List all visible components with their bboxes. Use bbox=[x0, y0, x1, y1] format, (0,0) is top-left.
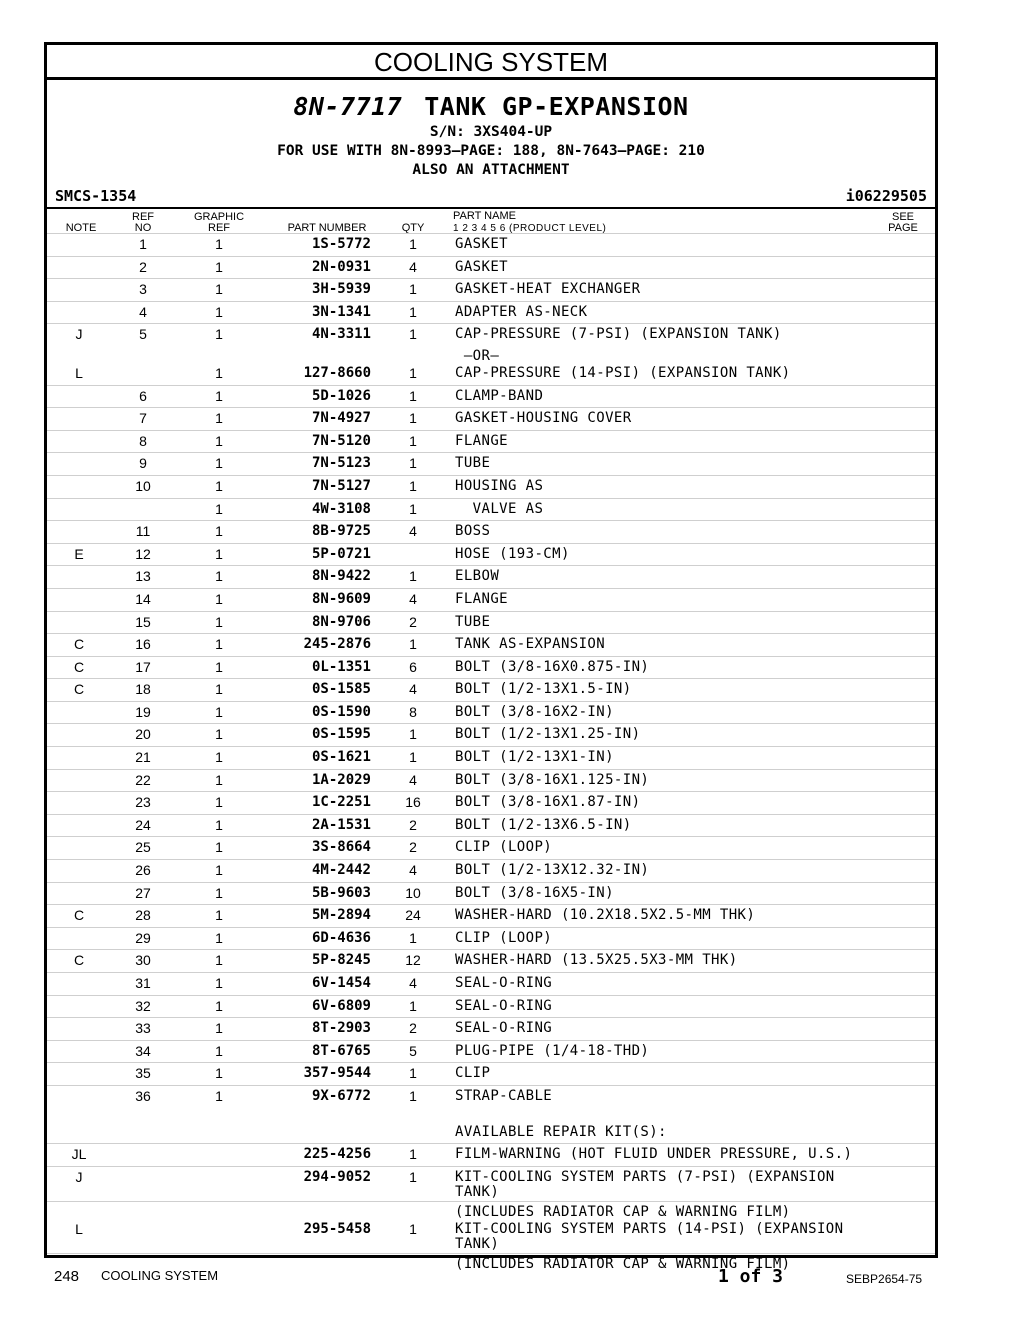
row-ref-no: 27 bbox=[135, 884, 151, 901]
row-graphic-ref: 1 bbox=[215, 258, 223, 275]
col-note: NOTE bbox=[65, 222, 97, 234]
row-graphic-ref: 1 bbox=[215, 455, 223, 472]
table-row bbox=[47, 1017, 935, 1040]
table-row bbox=[47, 588, 935, 611]
row-part-number: 295-5458 bbox=[303, 1220, 371, 1237]
row-graphic-ref: 1 bbox=[215, 636, 223, 653]
row-part-number: 225-4256 bbox=[303, 1146, 371, 1163]
col-part-number: PART NUMBER bbox=[287, 222, 367, 234]
row-qty: 4 bbox=[409, 590, 417, 607]
row-part-number: 127-8660 bbox=[303, 364, 371, 381]
row-ref-no: 24 bbox=[135, 816, 151, 833]
table-row bbox=[47, 791, 935, 814]
row-part-name: BOLT (3/8-16X5-IN) bbox=[455, 884, 614, 901]
row-part-name: KIT-COOLING SYSTEM PARTS (7-PSI) (EXPANSION TANK) bbox=[455, 1168, 835, 1200]
row-qty: 1 bbox=[409, 432, 417, 449]
row-part-number: 2N-0931 bbox=[311, 258, 371, 275]
row-part-name: GASKET-HEAT EXCHANGER bbox=[455, 281, 641, 298]
row-qty: 4 bbox=[409, 771, 417, 788]
row-part-name: —OR— bbox=[455, 347, 500, 364]
row-part-number: 5D-1026 bbox=[311, 387, 371, 404]
table-row bbox=[47, 723, 935, 746]
row-graphic-ref: 1 bbox=[215, 749, 223, 766]
table-row bbox=[47, 656, 935, 679]
row-qty: 1 bbox=[409, 749, 417, 766]
row-part-name: BOLT (1/2-13X1-IN) bbox=[455, 749, 614, 766]
row-part-name: BOLT (3/8-16X1.87-IN) bbox=[455, 794, 641, 811]
row-part-number: 0S-1621 bbox=[311, 749, 371, 766]
row-qty: 1 bbox=[409, 500, 417, 517]
row-part-name: CLIP (LOOP) bbox=[455, 929, 553, 946]
table-row bbox=[47, 346, 935, 363]
row-part-name: CLIP (LOOP) bbox=[455, 839, 553, 856]
col-see-page bbox=[883, 212, 923, 234]
row-qty: 4 bbox=[409, 862, 417, 879]
table-row bbox=[47, 407, 935, 430]
col-see-label-1: SEE bbox=[891, 211, 914, 223]
title-block bbox=[47, 80, 935, 178]
row-note: J bbox=[75, 326, 83, 343]
row-part-name: GASKET bbox=[455, 236, 508, 252]
row-part-name: CAP-PRESSURE (7-PSI) (EXPANSION TANK) bbox=[455, 326, 782, 343]
row-qty: 4 bbox=[409, 523, 417, 540]
row-part-number: 7N-5127 bbox=[311, 477, 371, 494]
row-part-number: 0S-1585 bbox=[311, 681, 371, 698]
table-row bbox=[47, 430, 935, 453]
row-part-number: 3S-8664 bbox=[311, 839, 371, 856]
row-graphic-ref: 1 bbox=[215, 236, 223, 252]
header-divider bbox=[47, 207, 935, 209]
serial-range: S/N: 3XS404-UP bbox=[429, 124, 553, 140]
table-row bbox=[47, 927, 935, 950]
row-qty: 6 bbox=[409, 658, 417, 675]
row-ref-no: 12 bbox=[135, 545, 151, 562]
row-part-name: HOUSING AS bbox=[455, 477, 544, 494]
row-part-number: 8N-9706 bbox=[311, 613, 371, 630]
row-ref-no: 5 bbox=[139, 326, 147, 343]
row-ref-no: 20 bbox=[135, 726, 151, 743]
attachment-note: ALSO AN ATTACHMENT bbox=[412, 162, 570, 178]
row-graphic-ref: 1 bbox=[215, 975, 223, 991]
row-graphic-ref: 1 bbox=[215, 500, 223, 517]
row-qty: 4 bbox=[409, 258, 417, 275]
table-row bbox=[47, 972, 935, 995]
row-qty: 1 bbox=[409, 1220, 417, 1237]
row-graphic-ref: 1 bbox=[215, 771, 223, 788]
table-row bbox=[47, 678, 935, 701]
row-note: E bbox=[74, 545, 84, 562]
row-part-number: 8N-9609 bbox=[311, 590, 371, 607]
row-part-name: TUBE bbox=[455, 613, 491, 630]
row-part-name: BOLT (1/2-13X1.5-IN) bbox=[455, 681, 632, 698]
row-part-name: ADAPTER AS-NECK bbox=[455, 303, 588, 320]
row-qty: 1 bbox=[409, 929, 417, 946]
row-part-number: 5P-0721 bbox=[311, 545, 371, 562]
col-graphic-label-1: GRAPHIC bbox=[193, 211, 245, 223]
row-part-name: HOSE (193-CM) bbox=[455, 545, 570, 562]
row-qty: 1 bbox=[409, 410, 417, 427]
row-part-name: PLUG-PIPE (1/4-18-THD) bbox=[455, 1042, 650, 1059]
row-ref-no: 34 bbox=[135, 1042, 151, 1059]
row-qty: 1 bbox=[409, 997, 417, 1014]
row-ref-no: 28 bbox=[135, 907, 151, 924]
row-qty: 5 bbox=[409, 1042, 417, 1059]
table-row bbox=[47, 475, 935, 498]
row-ref-no: 1 bbox=[139, 236, 147, 252]
table-row bbox=[47, 1108, 935, 1122]
parts-table bbox=[47, 233, 935, 1271]
row-ref-no: 36 bbox=[135, 1087, 151, 1104]
row-graphic-ref: 1 bbox=[215, 658, 223, 675]
row-part-number: 7N-4927 bbox=[311, 410, 371, 427]
row-part-number: 6V-6809 bbox=[311, 997, 371, 1014]
row-part-name: BOSS bbox=[455, 523, 491, 540]
row-graphic-ref: 1 bbox=[215, 726, 223, 743]
row-graphic-ref: 1 bbox=[215, 816, 223, 833]
row-qty: 2 bbox=[409, 613, 417, 630]
row-part-number: 4M-2442 bbox=[311, 862, 371, 879]
row-ref-no: 15 bbox=[135, 613, 151, 630]
section-title: COOLING SYSTEM bbox=[47, 45, 935, 80]
table-row bbox=[47, 1219, 935, 1253]
table-row bbox=[47, 882, 935, 905]
row-part-name: TANK AS-EXPANSION bbox=[455, 636, 606, 653]
row-qty: 1 bbox=[409, 568, 417, 585]
row-graphic-ref: 1 bbox=[215, 1087, 223, 1104]
row-qty: 4 bbox=[409, 975, 417, 991]
row-part-name: GASKET bbox=[455, 258, 508, 275]
table-row bbox=[47, 904, 935, 927]
row-ref-no: 30 bbox=[135, 952, 151, 969]
row-part-name: (INCLUDES RADIATOR CAP & WARNING FILM) bbox=[455, 1203, 791, 1220]
table-row bbox=[47, 452, 935, 475]
table-row bbox=[47, 256, 935, 279]
row-graphic-ref: 1 bbox=[215, 590, 223, 607]
row-ref-no: 8 bbox=[139, 432, 147, 449]
row-graphic-ref: 1 bbox=[215, 681, 223, 698]
row-ref-no: 13 bbox=[135, 568, 151, 585]
row-qty: 1 bbox=[409, 477, 417, 494]
row-ref-no: 21 bbox=[135, 749, 151, 766]
row-part-name: BOLT (1/2-13X6.5-IN) bbox=[455, 816, 632, 833]
row-part-number: 2A-1531 bbox=[311, 816, 371, 833]
row-part-name: WASHER-HARD (13.5X25.5X3-MM THK) bbox=[455, 952, 738, 969]
row-part-name: FLANGE bbox=[455, 432, 508, 449]
row-part-number: 294-9052 bbox=[303, 1168, 371, 1185]
table-row bbox=[47, 769, 935, 792]
group-part-number: 8N-7717 bbox=[293, 92, 403, 121]
row-part-number: 0S-1595 bbox=[311, 726, 371, 743]
row-part-name: GASKET-HOUSING COVER bbox=[455, 410, 632, 427]
table-row bbox=[47, 995, 935, 1018]
row-graphic-ref: 1 bbox=[215, 432, 223, 449]
row-ref-no: 19 bbox=[135, 703, 151, 720]
row-ref-no: 31 bbox=[135, 975, 151, 991]
table-row bbox=[47, 1143, 935, 1166]
row-ref-no: 25 bbox=[135, 839, 151, 856]
row-qty: 12 bbox=[405, 952, 421, 969]
row-ref-no: 6 bbox=[139, 387, 147, 404]
row-part-number: 8T-6765 bbox=[311, 1042, 371, 1059]
footer-section: COOLING SYSTEM bbox=[101, 1268, 219, 1283]
row-note: C bbox=[73, 952, 85, 969]
table-row bbox=[47, 498, 935, 521]
row-qty: 2 bbox=[409, 1020, 417, 1037]
row-part-number: 0S-1590 bbox=[311, 703, 371, 720]
row-note: J bbox=[75, 1168, 83, 1185]
row-part-name: VALVE AS bbox=[455, 500, 544, 517]
col-graphic-ref bbox=[187, 212, 251, 234]
row-graphic-ref: 1 bbox=[215, 794, 223, 811]
table-row bbox=[47, 701, 935, 724]
row-ref-no: 35 bbox=[135, 1065, 151, 1082]
row-part-number: 4W-3108 bbox=[311, 500, 371, 517]
table-row bbox=[47, 323, 935, 346]
row-part-name: STRAP-CABLE bbox=[455, 1087, 553, 1104]
table-row bbox=[47, 543, 935, 566]
table-row bbox=[47, 1166, 935, 1201]
row-ref-no: 2 bbox=[139, 258, 147, 275]
row-qty: 8 bbox=[409, 703, 417, 720]
row-graphic-ref: 1 bbox=[215, 523, 223, 540]
row-part-name: BOLT (3/8-16X0.875-IN) bbox=[455, 658, 650, 675]
row-ref-no: 26 bbox=[135, 862, 151, 879]
row-note: JL bbox=[71, 1146, 87, 1163]
row-note: C bbox=[73, 658, 85, 675]
row-part-number: 7N-5120 bbox=[311, 432, 371, 449]
row-qty: 1 bbox=[409, 236, 417, 252]
row-part-name: BOLT (3/8-16X1.125-IN) bbox=[455, 771, 650, 788]
row-graphic-ref: 1 bbox=[215, 1042, 223, 1059]
row-part-number: 8T-2903 bbox=[311, 1020, 371, 1037]
row-part-number: 245-2876 bbox=[303, 636, 371, 653]
table-row bbox=[47, 1062, 935, 1085]
row-qty: 16 bbox=[405, 794, 421, 811]
table-row bbox=[47, 836, 935, 859]
row-part-number: 5P-8245 bbox=[311, 952, 371, 969]
row-part-name: KIT-COOLING SYSTEM PARTS (14-PSI) (EXPANSION TANK) bbox=[455, 1220, 844, 1252]
row-graphic-ref: 1 bbox=[215, 303, 223, 320]
table-row bbox=[47, 1040, 935, 1063]
row-qty: 2 bbox=[409, 816, 417, 833]
row-ref-no: 7 bbox=[139, 410, 147, 427]
row-graphic-ref: 1 bbox=[215, 1065, 223, 1082]
row-part-name: BOLT (1/2-13X12.32-IN) bbox=[455, 862, 650, 879]
row-ref-no: 9 bbox=[139, 455, 147, 472]
row-part-number: 357-9544 bbox=[303, 1065, 371, 1082]
row-graphic-ref: 1 bbox=[215, 952, 223, 969]
row-part-name: SEAL-O-RING bbox=[455, 1020, 553, 1037]
row-graphic-ref: 1 bbox=[215, 884, 223, 901]
table-row bbox=[47, 1122, 935, 1144]
row-graphic-ref: 1 bbox=[215, 477, 223, 494]
col-ref-label-2: NO bbox=[134, 222, 152, 234]
row-part-number: 8B-9725 bbox=[311, 523, 371, 540]
illustration-id: i06229505 bbox=[845, 187, 927, 205]
row-note: C bbox=[73, 681, 85, 698]
row-part-name: CLIP bbox=[455, 1065, 491, 1082]
page-frame bbox=[44, 42, 938, 1272]
table-row bbox=[47, 233, 935, 256]
row-ref-no: 29 bbox=[135, 929, 151, 946]
row-part-number: 7N-5123 bbox=[311, 455, 371, 472]
table-row bbox=[47, 949, 935, 972]
row-part-name: BOLT (3/8-16X2-IN) bbox=[455, 703, 614, 720]
table-row bbox=[47, 301, 935, 324]
row-qty: 1 bbox=[409, 1065, 417, 1082]
row-ref-no: 10 bbox=[135, 477, 151, 494]
table-row bbox=[47, 859, 935, 882]
row-qty: 1 bbox=[409, 303, 417, 320]
table-row bbox=[47, 814, 935, 837]
row-note: L bbox=[75, 364, 83, 381]
row-qty: 10 bbox=[405, 884, 421, 901]
table-row bbox=[47, 520, 935, 543]
row-part-name: WASHER-HARD (10.2X18.5X2.5-MM THK) bbox=[455, 907, 756, 924]
footer-doc-id: SEBP2654-75 bbox=[846, 1272, 923, 1286]
row-graphic-ref: 1 bbox=[215, 568, 223, 585]
row-part-number: 5M-2894 bbox=[311, 907, 371, 924]
row-part-number: 4N-3311 bbox=[311, 326, 371, 343]
row-graphic-ref: 1 bbox=[215, 410, 223, 427]
col-part-name: PART NAME bbox=[453, 210, 516, 222]
product-levels: 1 2 3 4 5 6 (PRODUCT LEVEL) bbox=[453, 223, 607, 234]
row-part-number: 1C-2251 bbox=[311, 794, 371, 811]
row-part-number: 3H-5939 bbox=[311, 281, 371, 298]
col-qty: QTY bbox=[401, 222, 425, 234]
row-qty: 24 bbox=[405, 907, 421, 924]
row-ref-no: 18 bbox=[135, 681, 151, 698]
table-row bbox=[47, 565, 935, 588]
row-note: L bbox=[75, 1220, 83, 1237]
table-row bbox=[47, 1201, 935, 1219]
row-ref-no: 16 bbox=[135, 636, 151, 653]
row-qty: 1 bbox=[409, 1168, 417, 1185]
row-graphic-ref: 1 bbox=[215, 907, 223, 924]
row-graphic-ref: 1 bbox=[215, 862, 223, 879]
row-part-number: 8N-9422 bbox=[311, 568, 371, 585]
row-qty: 2 bbox=[409, 839, 417, 856]
row-ref-no: 17 bbox=[135, 658, 151, 675]
row-qty: 1 bbox=[409, 726, 417, 743]
row-part-number: 1S-5772 bbox=[311, 236, 371, 252]
row-ref-no: 3 bbox=[139, 281, 147, 298]
row-part-number: 9X-6772 bbox=[311, 1087, 371, 1104]
row-qty: 1 bbox=[409, 387, 417, 404]
row-ref-no: 11 bbox=[135, 523, 151, 540]
col-ref-no bbox=[127, 212, 159, 234]
row-qty: 1 bbox=[409, 326, 417, 343]
row-ref-no: 14 bbox=[135, 590, 151, 607]
col-graphic-label-2: REF bbox=[208, 222, 230, 234]
table-row bbox=[47, 633, 935, 656]
row-graphic-ref: 1 bbox=[215, 997, 223, 1014]
row-ref-no: 22 bbox=[135, 771, 151, 788]
row-graphic-ref: 1 bbox=[215, 545, 223, 562]
row-part-name: FLANGE bbox=[455, 590, 508, 607]
table-row bbox=[47, 385, 935, 408]
row-graphic-ref: 1 bbox=[215, 281, 223, 298]
row-part-name: SEAL-O-RING bbox=[455, 997, 553, 1014]
row-qty: 1 bbox=[409, 1087, 417, 1104]
use-with-note: FOR USE WITH 8N-8993—PAGE: 188, 8N-7643—PAGE: 210 bbox=[277, 143, 705, 159]
row-part-number: 0L-1351 bbox=[311, 658, 371, 675]
row-graphic-ref: 1 bbox=[215, 703, 223, 720]
row-part-number: 6D-4636 bbox=[311, 929, 371, 946]
row-graphic-ref: 1 bbox=[215, 326, 223, 343]
table-row bbox=[47, 746, 935, 769]
row-qty: 1 bbox=[409, 636, 417, 653]
table-row bbox=[47, 363, 935, 385]
row-part-number: 6V-1454 bbox=[311, 975, 371, 991]
row-part-name: AVAILABLE REPAIR KIT(S): bbox=[455, 1123, 667, 1140]
row-note: C bbox=[73, 907, 85, 924]
col-ref-label-1: REF bbox=[132, 211, 154, 223]
row-qty: 1 bbox=[409, 455, 417, 472]
row-graphic-ref: 1 bbox=[215, 613, 223, 630]
table-row bbox=[47, 278, 935, 301]
group-title: TANK GP-EXPANSION bbox=[424, 92, 689, 121]
row-graphic-ref: 1 bbox=[215, 1020, 223, 1037]
row-graphic-ref: 1 bbox=[215, 364, 223, 381]
row-ref-no: 33 bbox=[135, 1020, 151, 1037]
row-qty: 1 bbox=[409, 281, 417, 298]
row-part-name: TUBE bbox=[455, 455, 491, 472]
row-ref-no: 23 bbox=[135, 794, 151, 811]
footer-page-number: 248 bbox=[54, 1268, 80, 1285]
page-title bbox=[47, 92, 935, 121]
row-qty: 1 bbox=[409, 1146, 417, 1163]
row-part-name: CLAMP-BAND bbox=[455, 387, 544, 404]
row-part-number: 1A-2029 bbox=[311, 771, 371, 788]
row-ref-no: 4 bbox=[139, 303, 147, 320]
row-part-number: 3N-1341 bbox=[311, 303, 371, 320]
row-part-name: BOLT (1/2-13X1.25-IN) bbox=[455, 726, 641, 743]
row-part-number: 5B-9603 bbox=[311, 884, 371, 901]
smcs-code: SMCS-1354 bbox=[55, 187, 137, 205]
row-note: C bbox=[73, 636, 85, 653]
row-graphic-ref: 1 bbox=[215, 839, 223, 856]
row-qty: 4 bbox=[409, 681, 417, 698]
row-ref-no: 32 bbox=[135, 997, 151, 1014]
row-part-name: ELBOW bbox=[455, 568, 500, 585]
col-see-label-2: PAGE bbox=[888, 222, 918, 234]
footer-page-of: 1 of 3 bbox=[718, 1266, 784, 1287]
row-part-name: FILM-WARNING (HOT FLUID UNDER PRESSURE, U.S.) bbox=[455, 1146, 853, 1163]
table-row bbox=[47, 611, 935, 634]
row-graphic-ref: 1 bbox=[215, 387, 223, 404]
row-part-name: (INCLUDES RADIATOR CAP & WARNING FILM) bbox=[455, 1255, 791, 1272]
row-part-name: SEAL-O-RING bbox=[455, 975, 553, 991]
row-qty: 1 bbox=[409, 364, 417, 381]
row-part-name: CAP-PRESSURE (14-PSI) (EXPANSION TANK) bbox=[455, 364, 791, 381]
table-row bbox=[47, 1085, 935, 1108]
row-graphic-ref: 1 bbox=[215, 929, 223, 946]
